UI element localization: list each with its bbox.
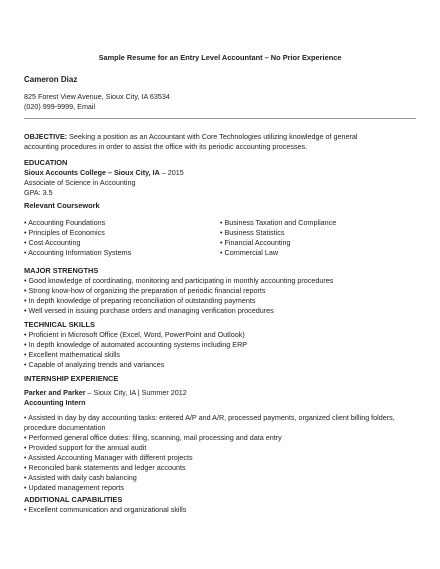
company-details: – Sioux City, IA | Summer 2012: [85, 388, 187, 397]
additional-capabilities-heading: ADDITIONAL CAPABILITIES: [24, 495, 123, 504]
list-item: • Excellent communication and organizational skills: [24, 505, 187, 514]
internship-role: Accounting Intern: [24, 398, 86, 407]
objective-label: OBJECTIVE:: [24, 132, 68, 141]
list-item: • Strong know-how of organizing the preparation of periodic financial reports: [24, 286, 266, 296]
list-item: • Provided support for the annual audit: [24, 443, 147, 453]
gpa: GPA: 3.5: [24, 188, 53, 197]
internship-duties-list: [24, 413, 396, 494]
technical-skills-heading: TECHNICAL SKILLS: [24, 320, 95, 329]
list-item: • Assisted in day by day accounting tasks: entered A/P and A/R, processed payments, organized client billing folders, procedure documentation: [24, 413, 395, 432]
list-item: • Well versed in issuing purchase orders and managing verification procedures: [24, 306, 274, 316]
college-line: [24, 168, 184, 178]
address-line: 825 Forest View Avenue, Sioux City, IA 63534: [24, 92, 170, 101]
coursework-left-list: [24, 218, 131, 258]
major-strengths-list: [24, 276, 333, 316]
coursework-right-list: [220, 218, 336, 258]
candidate-name: Cameron Diaz: [24, 75, 78, 84]
education-heading: EDUCATION: [24, 158, 68, 167]
list-item: • Financial Accounting: [220, 238, 291, 248]
internship-heading: INTERNSHIP EXPERIENCE: [24, 374, 119, 383]
list-item: • Good knowledge of coordinating, monitoring and participating in monthly accounting procedures: [24, 276, 334, 285]
company-name: Parker and Parker: [24, 388, 86, 397]
list-item: • Accounting Foundations: [24, 218, 106, 227]
company-line: [24, 388, 187, 398]
phone-email-line: (020) 999-9999, Email: [24, 102, 96, 111]
list-item: • Accounting Information Systems: [24, 248, 132, 258]
coursework-heading: Relevant Coursework: [24, 201, 100, 210]
list-item: • In depth knowledge of automated accounting systems including ERP: [24, 340, 248, 350]
list-item: • Proficient in Microsoft Office (Excel, Word, PowerPoint and Outlook): [24, 330, 245, 339]
objective-text: Seeking a position as an Accountant with Core Technologies utilizing knowledge of general accounting procedures in order to assist the office with its periodic accounting processes.: [24, 132, 358, 151]
list-item: • Performed general office duties: filing, scanning, mail processing and data entry: [24, 433, 282, 442]
degree: Associate of Science in Accounting: [24, 178, 136, 187]
technical-skills-list: [24, 330, 247, 370]
college-year: – 2015: [159, 168, 184, 177]
college-name: Sioux Accounts College – Sioux City, IA: [24, 168, 160, 177]
list-item: • Capable of analyzing trends and variances: [24, 360, 165, 370]
list-item: • In depth knowledge of preparing reconciliation of outstanding payments: [24, 296, 256, 306]
list-item: • Assisted Accounting Manager with different projects: [24, 453, 193, 463]
additional-capabilities-list: [24, 505, 186, 515]
list-item: • Business Statistics: [220, 228, 285, 238]
list-item: • Reconciled bank statements and ledger accounts: [24, 463, 186, 473]
major-strengths-heading: MAJOR STRENGTHS: [24, 266, 99, 275]
list-item: • Updated management reports: [24, 483, 125, 493]
list-item: • Principles of Economics: [24, 228, 105, 238]
list-item: • Business Taxation and Compliance: [220, 218, 337, 227]
list-item: • Cost Accounting: [24, 238, 81, 248]
list-item: • Commercial Law: [220, 248, 279, 258]
objective-section: [24, 132, 394, 152]
document-title: Sample Resume for an Entry Level Accountant – No Prior Experience: [98, 53, 342, 62]
contact-info: [24, 92, 170, 112]
divider-line: [24, 118, 416, 119]
list-item: • Excellent mathematical skills: [24, 350, 120, 360]
list-item: • Assisted with daily cash balancing: [24, 473, 137, 483]
